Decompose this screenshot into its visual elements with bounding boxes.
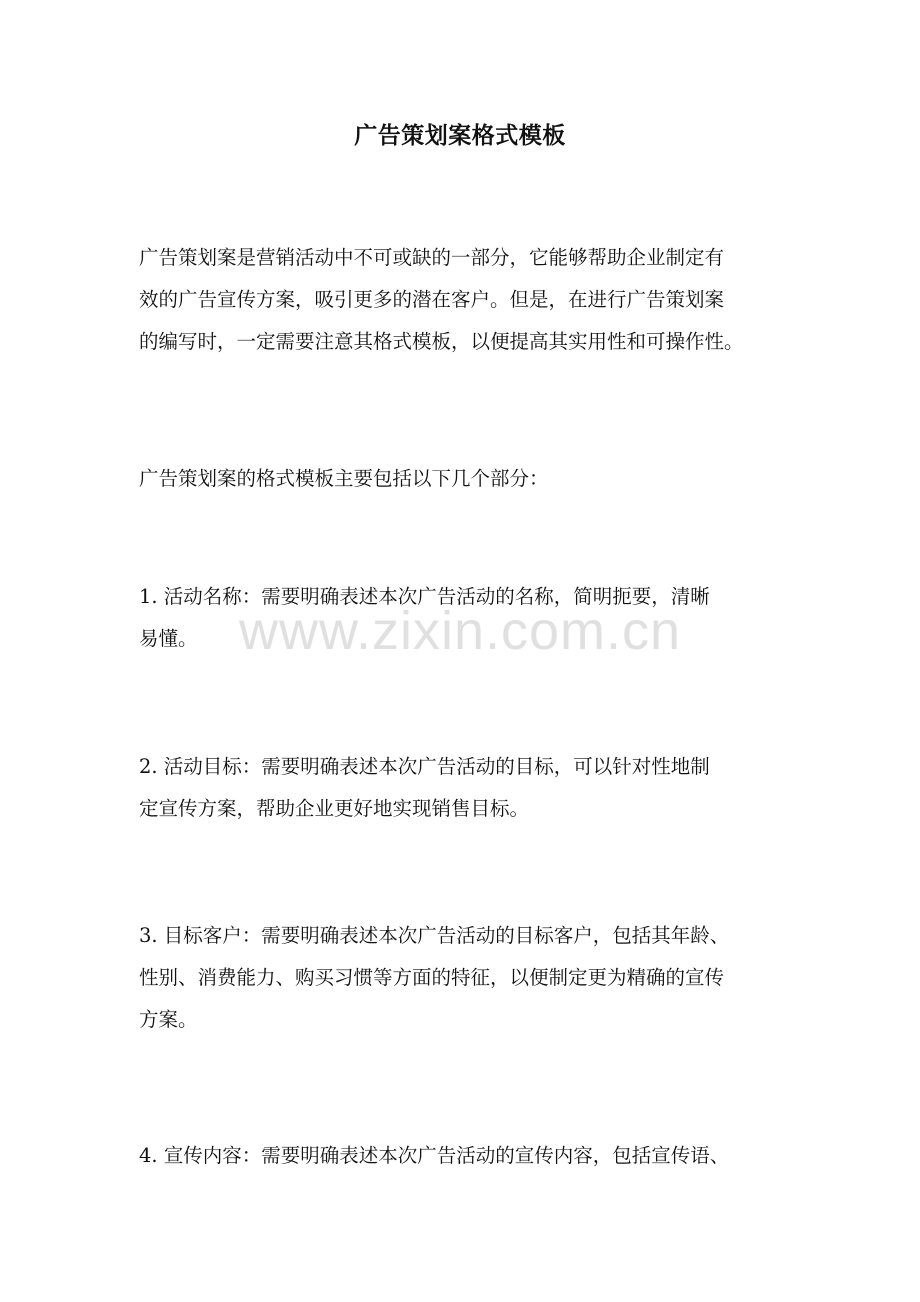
paragraph-line: 3. 目标客户：需要明确表述本次广告活动的目标客户，包括其年龄、: [139, 924, 730, 947]
list-item-promo-content: [139, 1135, 787, 1177]
paragraph-line: 广告策划案的格式模板主要包括以下几个部分：: [139, 467, 549, 490]
paragraph-line: 性别、消费能力、购买习惯等方面的特征，以便制定更为精确的宣传: [139, 966, 725, 989]
paragraph-line: 易懂。: [139, 627, 198, 650]
paragraph-line: 的编写时，一定需要注意其格式模板，以便提高其实用性和可操作性。: [139, 330, 744, 353]
paragraph-line: 广告策划案是营销活动中不可或缺的一部分，它能够帮助企业制定有: [139, 246, 725, 269]
watermark: www.zixin.com.cn: [238, 601, 682, 661]
paragraph-line: 方案。: [139, 1008, 198, 1031]
lead-paragraph: [139, 458, 787, 500]
list-item-activity-name: [139, 576, 787, 660]
paragraph-line: 1. 活动名称：需要明确表述本次广告活动的名称，简明扼要，清晰: [139, 585, 710, 608]
document-title: 广告策划案格式模板: [354, 122, 566, 149]
paragraph-line: 4. 宣传内容：需要明确表述本次广告活动的宣传内容，包括宣传语、: [139, 1144, 730, 1167]
list-item-activity-goal: [139, 746, 787, 830]
paragraph-line: 定宣传方案，帮助企业更好地实现销售目标。: [139, 797, 530, 820]
list-item-target-customers: [139, 915, 787, 1041]
paragraph-line: 2. 活动目标：需要明确表述本次广告活动的目标，可以针对性地制: [139, 755, 710, 778]
intro-paragraph: [139, 237, 787, 363]
paragraph-line: 效的广告宣传方案，吸引更多的潜在客户。但是，在进行广告策划案: [139, 288, 725, 311]
